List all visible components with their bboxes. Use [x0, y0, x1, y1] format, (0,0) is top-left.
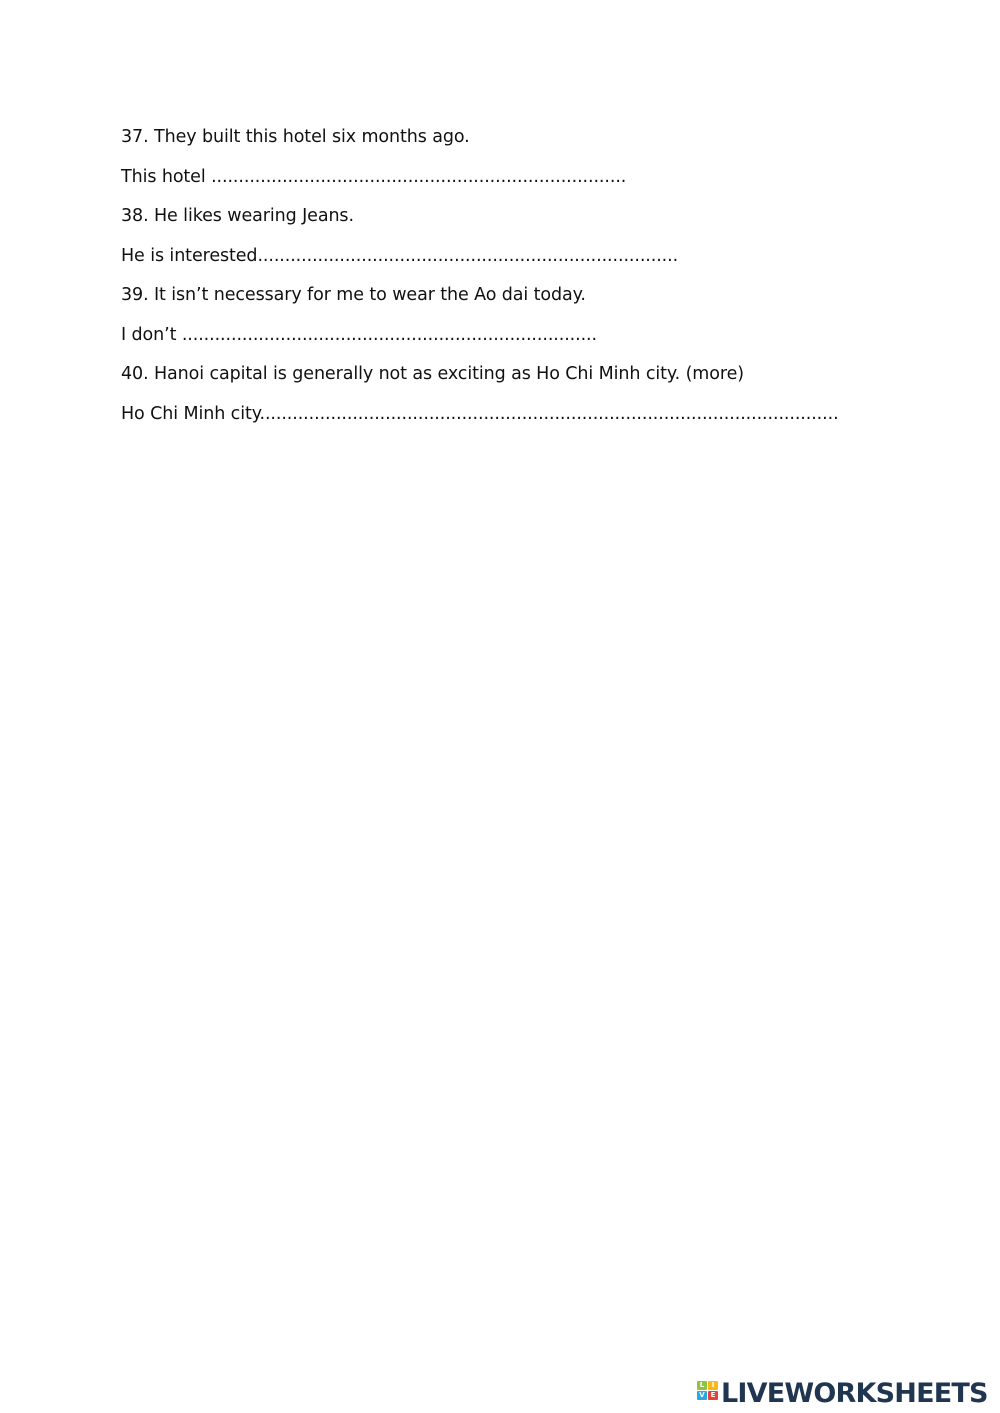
exercise-38-answer-field[interactable]: He is interested............................................................................. — [121, 245, 679, 266]
exercise-37-answer-field[interactable]: This hotel ............................................................................ — [121, 166, 627, 187]
liveworksheets-logo — [697, 1377, 988, 1411]
exercise-40-answer-field[interactable]: Ho Chi Minh city.......................................................................................................... — [121, 403, 839, 424]
worksheet — [121, 118, 921, 434]
exercise-37-answer-line[interactable] — [121, 158, 921, 198]
logo-mark-tile-v: V — [697, 1391, 707, 1400]
logo-mark-tile-l: L — [697, 1381, 707, 1390]
exercise-39-prompt: 39. It isn’t necessary for me to wear the Ao dai today. — [121, 285, 586, 305]
logo-mark-tile-e: E — [708, 1391, 718, 1400]
exercise-38-answer-line[interactable] — [121, 237, 921, 277]
exercise-38-prompt: 38. He likes wearing Jeans. — [121, 206, 354, 226]
exercise-40-prompt: 40. Hanoi capital is generally not as exciting as Ho Chi Minh city. (more) — [121, 364, 744, 384]
exercise-39-answer-line[interactable] — [121, 316, 921, 356]
logo-mark-tile-i: I — [708, 1381, 718, 1390]
exercise-39-answer-field[interactable]: I don’t ............................................................................ — [121, 324, 597, 345]
liveworksheets-logo-text: LIVEWORKSHEETS — [721, 1378, 988, 1409]
liveworksheets-logo-icon — [697, 1379, 719, 1409]
exercise-40-answer-line[interactable] — [121, 395, 921, 435]
exercise-37-prompt: 37. They built this hotel six months ago. — [121, 127, 470, 147]
